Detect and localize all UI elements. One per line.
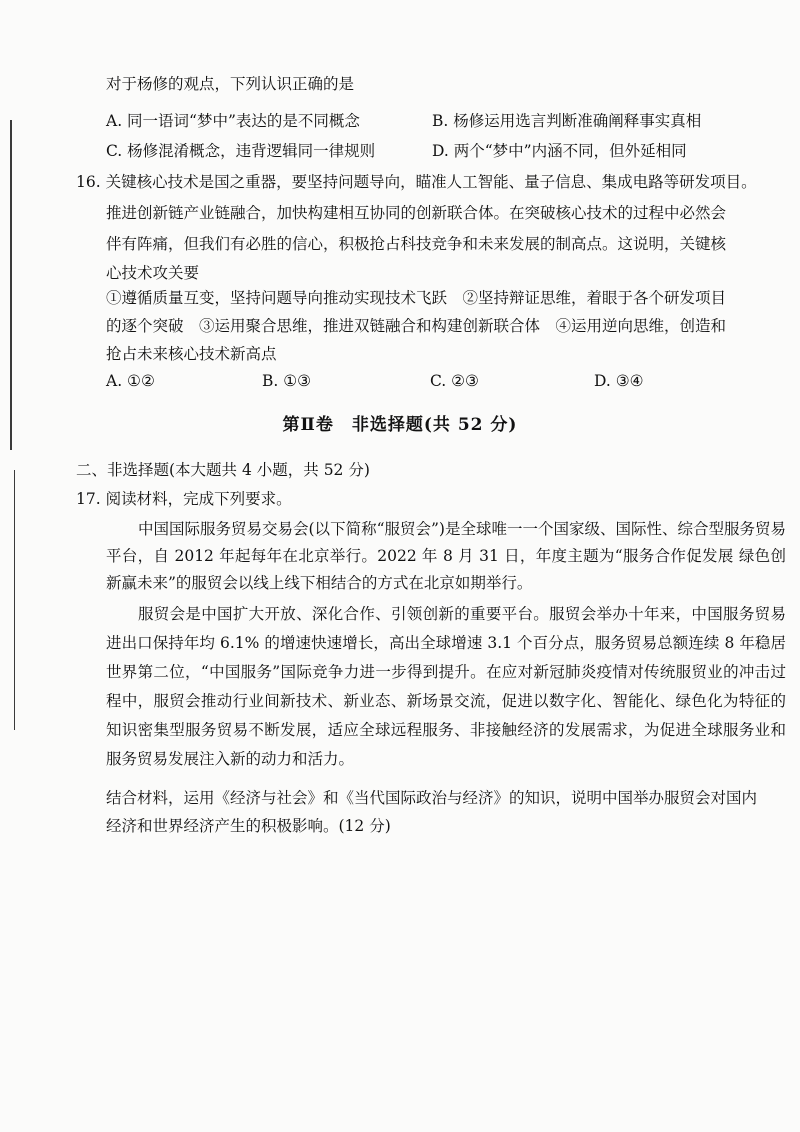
section-heading: 二、非选择题(本大题共 4 小题，共 52 分) bbox=[76, 461, 370, 479]
q15-stem: 对于杨修的观点，下列认识正确的是 bbox=[106, 75, 355, 93]
q16-stem-line: 推进创新链产业链融合，加快构建相互协同的创新联合体。在突破核心技术的过程中必然会 bbox=[106, 204, 727, 222]
q15-option-c: C. 杨修混淆概念，违背逻辑同一律规则 bbox=[106, 142, 376, 160]
q16-choice-line: ①遵循质量互变，坚持问题导向推动实现技术飞跃 ②坚持辩证思维，着眼于各个研发项目 bbox=[106, 289, 727, 307]
q17-material-paragraph: 中国国际服务贸易交易会(以下简称“服贸会”)是全球唯一一个国家级、国际性、综合型服务贸易平台，自 2012 年起每年在北京举行。2022 年 8 月 31 日，年度主题为“服务合作促发展 绿色创新赢未来”的服贸会以线上线下相结合的方式在北京如期举行。 bbox=[106, 520, 786, 592]
q15-option-d: D. 两个“梦中”内涵不同，但外延相同 bbox=[432, 142, 687, 160]
q16-option-d: D. ③④ bbox=[594, 372, 644, 390]
q16-stem-line: 心技术攻关要 bbox=[106, 264, 200, 282]
q16-option-a: A. ①② bbox=[106, 372, 155, 390]
q17-material-paragraph: 服贸会是中国扩大开放、深化合作、引领创新的重要平台。服贸会举办十年来，中国服务贸易进出口保持年均 6.1% 的增速快速增长，高出全球增速 3.1 个百分点，服务贸易总额连续 8 年稳居世界第二位，“中国服务”国际竞争力进一步得到提升。在应对新冠肺炎疫情对传统服贸业的冲击过程中，服贸会推动行业间新技术、新业态、新场景交流，促进以数字化、智能化、绿色化为特征的知识密集型服务贸易不断发展，适应全球远程服务、非接触经济的发展需求，为促进全球服务业和服务贸易发展注入新的动力和活力。 bbox=[106, 605, 786, 768]
part-title: 第Ⅱ卷 非选择题(共 52 分) bbox=[282, 415, 518, 435]
q17-intro: 17. 阅读材料，完成下列要求。 bbox=[76, 490, 292, 508]
q15-option-a: A. 同一语词“梦中”表达的是不同概念 bbox=[106, 112, 360, 130]
q16-option-c: C. ②③ bbox=[430, 372, 479, 390]
q17-task-line: 经济和世界经济产生的积极影响。(12 分) bbox=[106, 817, 391, 835]
q16-choice-line: 的逐个突破 ③运用聚合思维，推进双链融合和构建创新联合体 ④运用逆向思维，创造和 bbox=[106, 317, 727, 335]
q16-stem-line: 伴有阵痛，但我们有必胜的信心，积极抢占科技竞争和未来发展的制高点。这说明，关键核 bbox=[106, 235, 727, 253]
scan-edge-mark bbox=[10, 120, 12, 450]
q17-task-line: 结合材料，运用《经济与社会》和《当代国际政治与经济》的知识，说明中国举办服贸会对国内 bbox=[106, 789, 758, 807]
scan-edge-mark bbox=[14, 470, 15, 730]
q16-option-b: B. ①③ bbox=[262, 372, 312, 390]
q16-stem-line: 16. 关键核心技术是国之重器，要坚持问题导向，瞄准人工智能、量子信息、集成电路等研发项目。 bbox=[76, 173, 757, 191]
q15-option-b: B. 杨修运用选言判断准确阐释事实真相 bbox=[432, 112, 702, 130]
q16-choice-line: 抢占未来核心技术新高点 bbox=[106, 345, 277, 363]
